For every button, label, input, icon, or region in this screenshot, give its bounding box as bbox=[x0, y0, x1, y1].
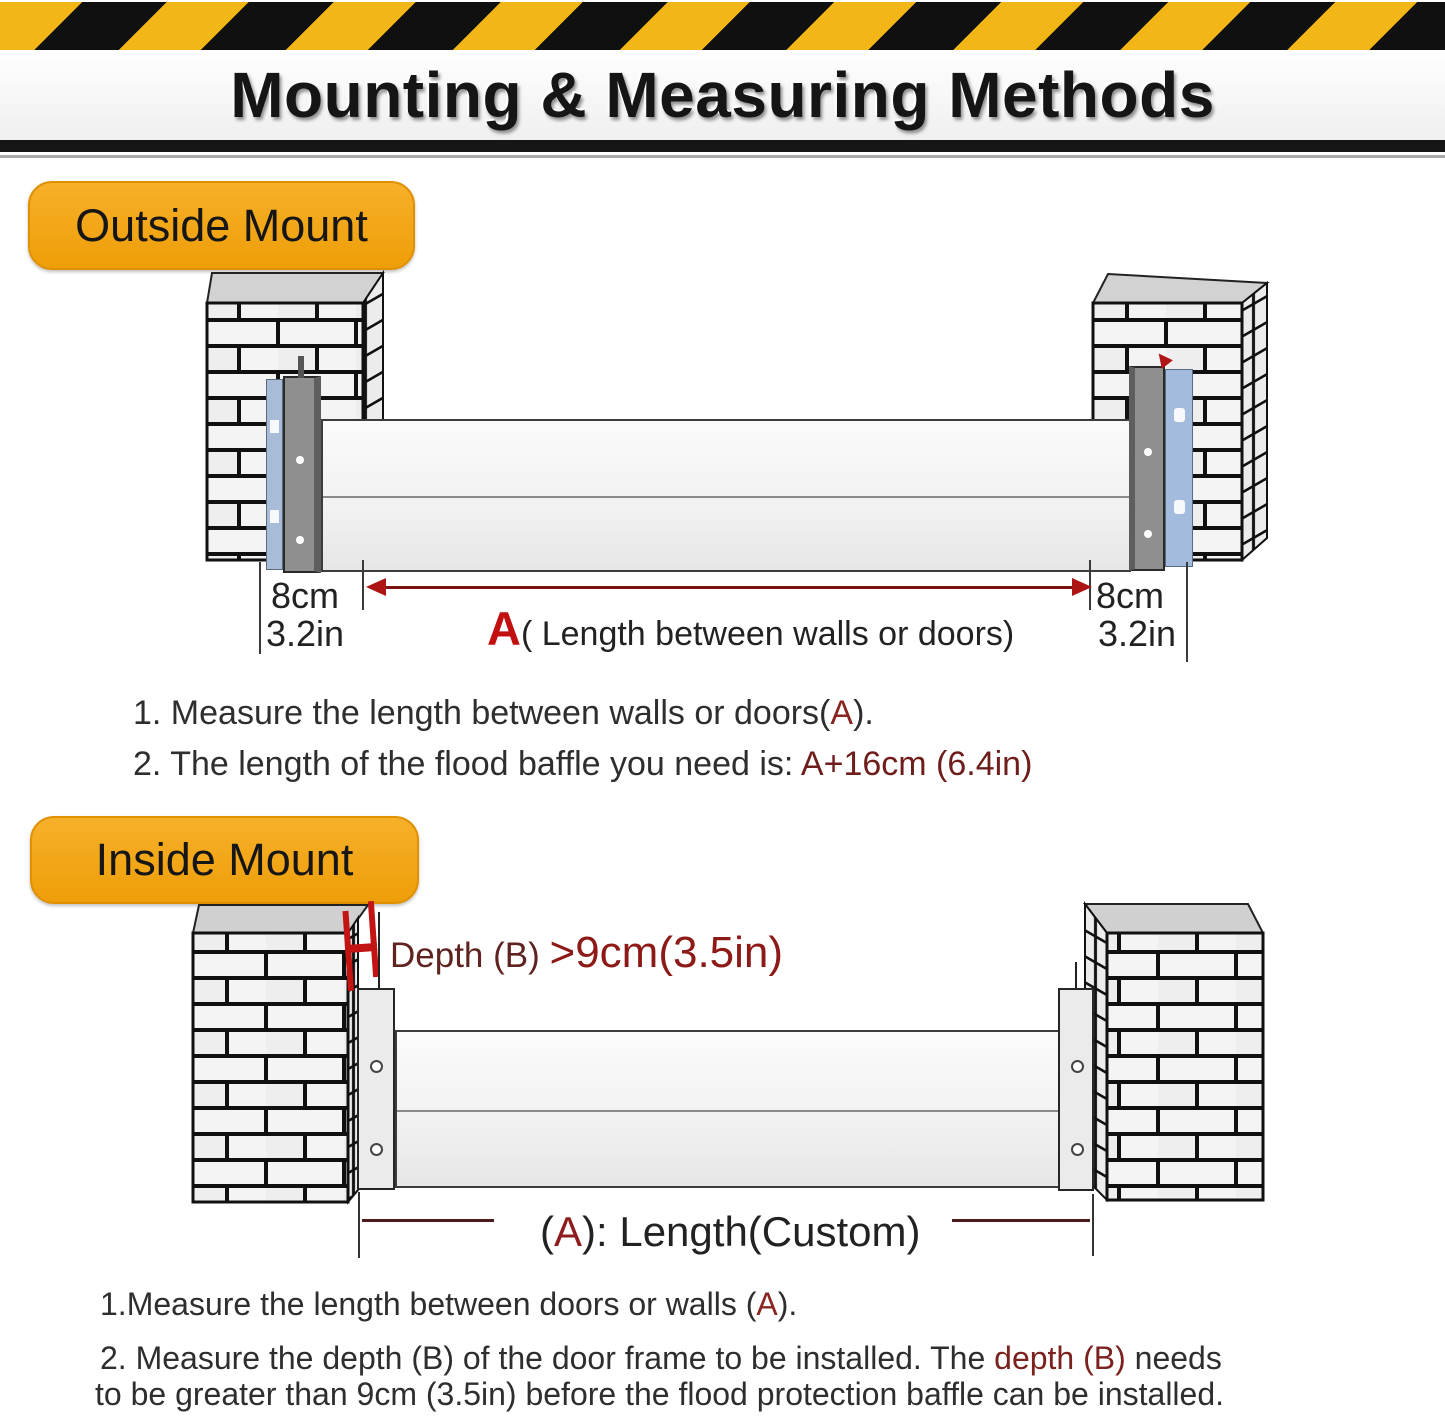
screw-hole bbox=[1071, 1060, 1084, 1073]
inside-mount-badge: Inside Mount bbox=[30, 816, 419, 904]
channel-top-tab bbox=[298, 356, 304, 378]
screw-hole bbox=[1071, 1143, 1084, 1156]
outside-step-2: 2. The length of the flood baffle you need is: A+16cm (6.4in) bbox=[133, 745, 1033, 783]
header-divider-line bbox=[0, 155, 1445, 158]
dimension-tick bbox=[362, 560, 364, 610]
gap-width-in-right: 3.2in bbox=[1098, 613, 1177, 654]
dimension-tick bbox=[1092, 1194, 1094, 1256]
frame-edge-line bbox=[1075, 962, 1077, 988]
header-divider-bar bbox=[0, 140, 1445, 152]
gap-width-cm-right: 8cm bbox=[1096, 575, 1165, 616]
dimension-tick bbox=[1186, 562, 1188, 662]
caution-stripe-banner bbox=[0, 2, 1445, 50]
gap-width-cm-left: 8cm bbox=[271, 575, 340, 616]
dimension-tick bbox=[358, 1192, 360, 1258]
seal-mark bbox=[1174, 408, 1185, 422]
screw-hole bbox=[1144, 530, 1152, 538]
outside-step-1: 1. Measure the length between walls or doors(A). bbox=[133, 694, 874, 732]
dimension-segment bbox=[362, 1219, 494, 1222]
depth-b-bracket bbox=[340, 901, 382, 993]
screw-hole bbox=[370, 1060, 383, 1073]
frame-edge-line bbox=[378, 912, 380, 988]
screw-hole bbox=[296, 536, 304, 544]
inside-step-2-line-1: 2. Measure the depth (B) of the door frame to be installed. The depth (B) needs bbox=[100, 1340, 1222, 1376]
arrowhead-right bbox=[1072, 578, 1092, 596]
seal-mark bbox=[1174, 500, 1185, 514]
inside-step-2-line-2: to be greater than 9cm (3.5in) before the flood protection baffle can be installed. bbox=[95, 1376, 1225, 1412]
right-mounting-channel bbox=[1129, 366, 1165, 571]
left-seal-strip bbox=[266, 379, 283, 570]
seal-mark bbox=[270, 510, 279, 523]
outside-mount-badge: Outside Mount bbox=[28, 181, 415, 270]
inside-right-brick-pillar bbox=[1080, 900, 1270, 1202]
arrowhead-left bbox=[366, 578, 386, 596]
board-seam bbox=[397, 1110, 1058, 1112]
screw-hole bbox=[370, 1143, 383, 1156]
letter-a: A bbox=[487, 602, 521, 655]
length-a-text: ( Length between walls or doors) bbox=[520, 615, 1015, 653]
screw-hole bbox=[296, 456, 304, 464]
dimension-arrow-shaft bbox=[384, 586, 1074, 589]
inside-right-channel bbox=[1058, 988, 1094, 1191]
outside-flood-baffle-boards bbox=[321, 419, 1131, 572]
length-a-label bbox=[487, 601, 1014, 656]
inside-step-1: 1.Measure the length between doors or walls (A). bbox=[100, 1286, 798, 1322]
dimension-tick bbox=[259, 562, 261, 654]
inside-left-channel bbox=[357, 988, 395, 1190]
seal-mark bbox=[270, 420, 279, 433]
dimension-segment bbox=[952, 1219, 1090, 1222]
inside-flood-baffle-boards bbox=[395, 1030, 1060, 1188]
title-band bbox=[0, 50, 1445, 140]
screw-hole bbox=[1144, 448, 1152, 456]
page-title: Mounting & Measuring Methods bbox=[230, 59, 1215, 131]
right-seal-strip bbox=[1165, 369, 1193, 567]
length-custom-label: (A): Length(Custom) bbox=[540, 1208, 921, 1255]
depth-b-label: Depth (B) >9cm(3.5in) bbox=[390, 928, 784, 977]
board-seam bbox=[323, 496, 1129, 498]
gap-width-in-left: 3.2in bbox=[266, 613, 345, 654]
